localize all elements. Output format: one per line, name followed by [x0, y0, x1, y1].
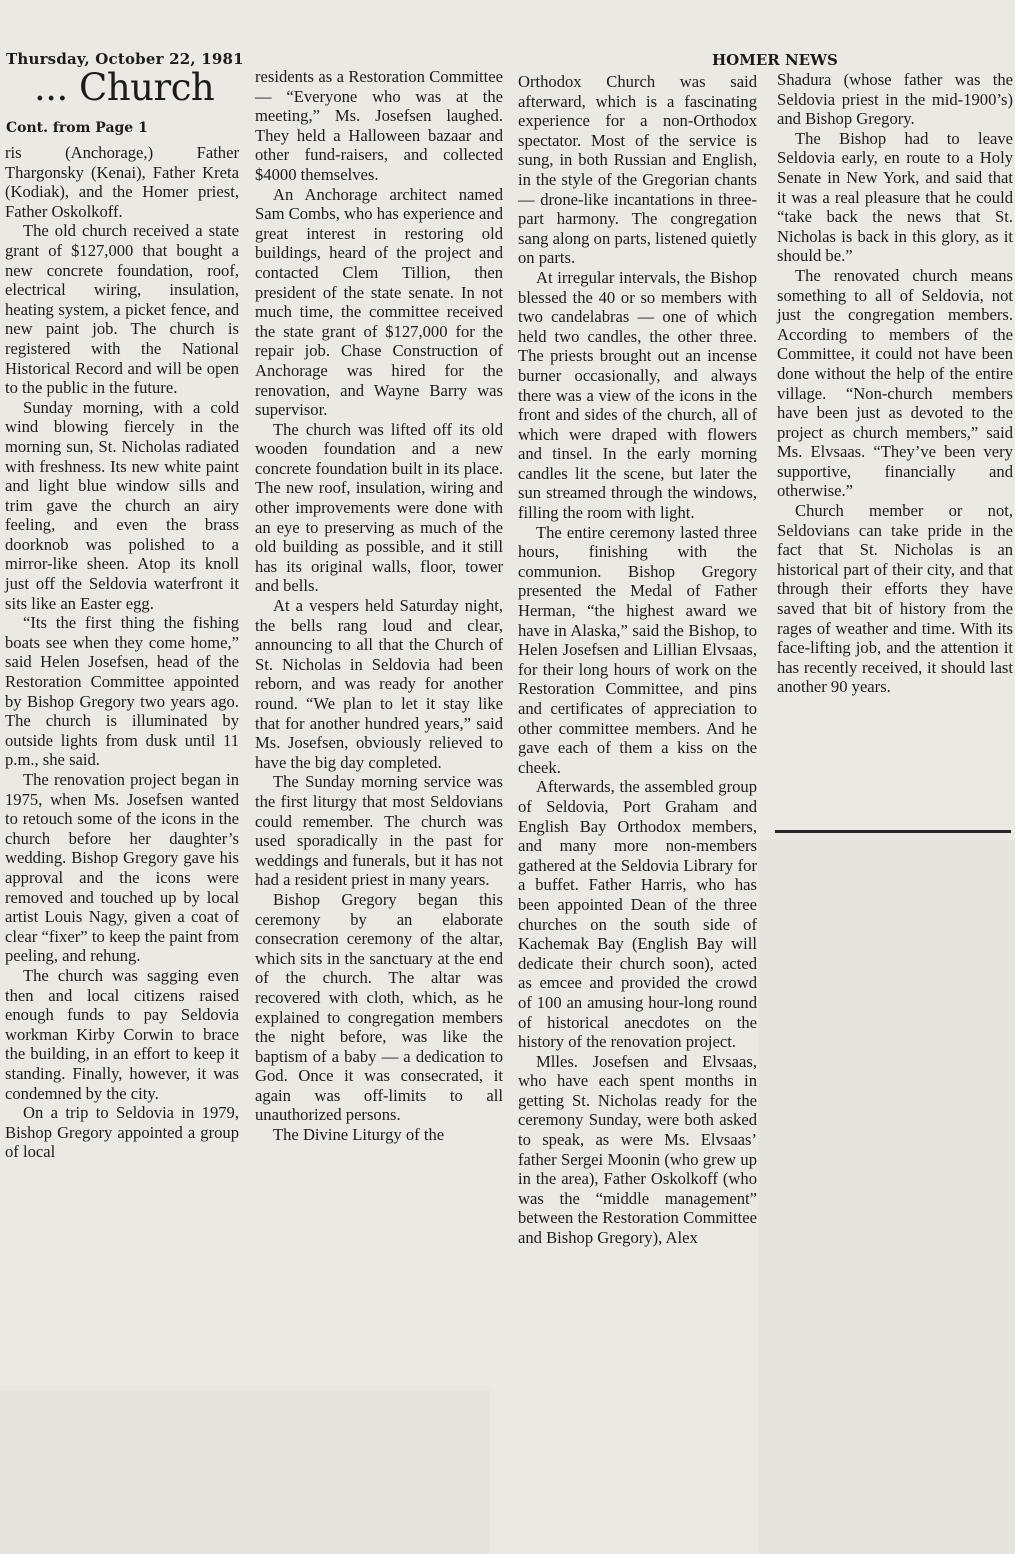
- paragraph: Church member or not, Seldovians can take pride in the fact that St. Nicholas is an historical part of their city, and that through their efforts they have saved that bit of history from the rages of weather and time. With its face-lifting job, and the attention it has recently received, it should last another 90 years.: [777, 501, 1013, 697]
- article-column-1: [5, 143, 239, 1162]
- paragraph: Bishop Gregory began this ceremony by an elaborate consecration ceremony of the altar, which sits in the sanctuary at the end of the church. The altar was recovered with cloth, which, as he explained to congregation members the night before, was like the baptism of a baby — a dedication to God. Once it was consecrated, it again was off-limits to all unauthorized persons.: [255, 889, 503, 1125]
- paragraph: “Its the first thing the fishing boats see when they come home,” said Helen Josefsen, head of the Restoration Committee appointed by Bishop Gregory two years ago. The church is illuminated by outside lights from dusk until 11 p.m., she said.: [5, 613, 239, 770]
- article-column-4: [777, 70, 1013, 697]
- paragraph: Afterwards, the assembled group of Seldovia, Port Graham and English Bay Orthodox members, and many more non-members gathered at the Seldovia Library for a buffet. Father Harris, who has been appointed Dean of the three churches on the south side of Kachemak Bay (English Bay will dedicate their church soon), acted as emcee and provided the crowd of 100 an amusing hour-long round of historical anecdotes on the history of the renovation project.: [518, 777, 757, 1052]
- paragraph: The church was sagging even then and local citizens raised enough funds to pay Seldovia workman Kirby Corwin to brace the building, in an effort to keep it standing. Finally, however, it was condemned by the city.: [5, 965, 239, 1103]
- paragraph: ris (Anchorage,) Father Thargonsky (Kenai), Father Kreta (Kodiak), and the Homer priest, Father Oskolkoff.: [5, 143, 239, 221]
- paragraph: At irregular intervals, the Bishop blessed the 40 or so members with two candelabras — one of which held two candles, the other three. The priests brought out an incense burner occasionally, and always there was a view of the icons in the front and sides of the church, all of which were draped with flowers and tinsel. In the early morning candles lit the scene, but later the sun streamed through the windows, filling the room with light.: [518, 267, 757, 523]
- paragraph: The Sunday morning service was the first liturgy that most Seldovians could remember. The church was used sporadically in the past for weddings and funerals, but it has not had a resident priest in many years.: [255, 772, 503, 890]
- continued-note: Cont. from Page 1: [6, 120, 148, 136]
- newspaper-name: HOMER NEWS: [712, 51, 838, 69]
- paragraph: The entire ceremony lasted three hours, finishing with the communion. Bishop Gregory presented the Medal of Father Herman, “the highest award we have in Alaska,” said the Bishop, to Helen Josefsen and Lillian Elvsaas, for their long hours of work on the Restoration Committee, and pins and certificates of appreciation to other committee members. And he gave each of them a kiss on the cheek.: [518, 522, 757, 777]
- paper-margin: [758, 840, 1015, 1554]
- article-column-3: [518, 72, 757, 1248]
- paragraph: The Bishop had to leave Seldovia early, en route to a Holy Senate in New York, and said that it was a real pleasure that he could “take back the news that St. Nicholas is back in this glory, as it should be.”: [777, 128, 1013, 266]
- paragraph: residents as a Restoration Committee — “Everyone who was at the meeting,” Ms. Josefsen laughed. They held a Halloween bazaar and other fund-raisers, and collected $4000 themselves.: [255, 67, 503, 184]
- paragraph: On a trip to Seldovia in 1979, Bishop Gregory appointed a group of local: [5, 1103, 239, 1162]
- paragraph: The renovated church means something to all of Seldovia, not just the congregation members. According to members of the Committee, it could not have been done without the help of the entire village. “Non-church members have been just as devoted to the project as church members,” said Ms. Elvsaas. “They’ve been very supportive, financially and otherwise.”: [777, 265, 1013, 501]
- paragraph: The church was lifted off its old wooden foundation and a new concrete foundation built in its place. The new roof, insulation, wiring and other improvements were done with an eye to preserving as much of the old building as possible, and it still has its original walls, floor, tower and bells.: [255, 419, 503, 596]
- paragraph: Sunday morning, with a cold wind blowing fiercely in the morning sun, St. Nicholas radiated with freshness. Its new white paint and light blue window sills and trim gave the church an airy feeling, and even the brass doorknob was polished to a mirror-like sheen. Atop its knoll just off the Seldovia waterfront it sits like an Easter egg.: [5, 397, 239, 613]
- paragraph: An Anchorage architect named Sam Combs, who has experience and great interest in restoring old buildings, heard of the project and contacted Clem Tillion, then president of the state senate. In not much time, the committee received the state grant of $127,000 for the repair job. Chase Construction of Anchorage was hired for the renovation, and Wayne Barry was supervisor.: [255, 184, 503, 420]
- paper-margin: [0, 1390, 490, 1554]
- paragraph: At a vespers held Saturday night, the bells rang loud and clear, announcing to all that the Church of St. Nicholas in Seldovia had been reborn, and was ready for another round. “We plan to let it stay like that for another hundred years,” said Ms. Josefsen, obviously relieved to have the big day completed.: [255, 596, 503, 772]
- paragraph: The Divine Liturgy of the: [273, 1125, 445, 1145]
- paragraph: Orthodox Church was said afterward, which is a fascinating experience for a non-Orthodox spectator. Most of the service is sung, in both Russian and English, in the style of the Gregorian chants — drone-like incantations in three-part harmony. The congregation sang along on parts, listened quietly on parts.: [518, 72, 757, 268]
- article-column-2: [255, 67, 503, 1145]
- paragraph: Mlles. Josefsen and Elvsaas, who have each spent months in getting St. Nicholas ready for the ceremony Sunday, were both asked to speak, as were Ms. Elvsaas’ father Sergei Moonin (who grew up in the area), Father Oskolkoff (who was the “middle management” between the Restoration Committee and Bishop Gregory), Alex: [518, 1051, 757, 1248]
- end-rule: [775, 830, 1011, 833]
- paragraph: The renovation project began in 1975, when Ms. Josefsen wanted to retouch some of the icons in the church before her daughter’s wedding. Bishop Gregory gave his approval and the icons were removed and touched up by local artist Louis Nagy, given a coat of clear “fixer” to keep the paint from peeling, and rehung.: [5, 770, 239, 966]
- paragraph: Shadura (whose father was the Seldovia priest in the mid-1900’s) and Bishop Gregory.: [777, 70, 1013, 129]
- headline: ... Church: [34, 66, 215, 109]
- paragraph: The old church received a state grant of $127,000 that bought a new concrete foundation, roof, electrical wiring, insulation, heating system, a picket fence, and new paint job. The church is registered with the National Historical Record and will be open to the public in the future.: [5, 221, 239, 398]
- issue-date: Thursday, October 22, 1981: [6, 50, 244, 68]
